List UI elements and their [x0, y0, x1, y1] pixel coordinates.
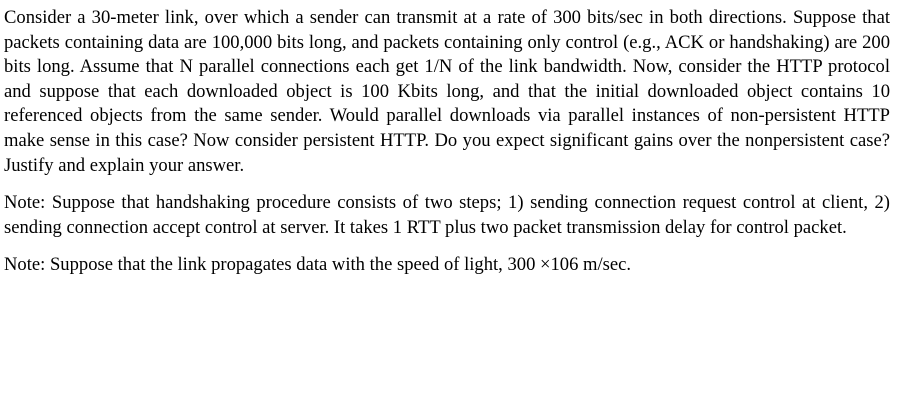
handshake-note: Note: Suppose that handshaking procedure consists of two steps; 1) sending connection request control at client, 2) sending connection accept control at server. It takes 1 RTT plus two packet transmission delay for control packet. [4, 192, 890, 238]
document-body [4, 6, 890, 278]
question-paragraph: Consider a 30-meter link, over which a sender can transmit at a rate of 300 bits/sec in both directions. Suppose that packets containing data are 100,000 bits long, and packets containing only control (e.g., ACK or handshaking) are 200 bits long. Assume that N parallel connections each get 1/N of the link bandwidth. Now, consider the HTTP protocol and suppose that each downloaded object is 100 Kbits long, and that the initial downloaded object contains 10 referenced objects from the same sender. Would parallel downloads via parallel instances of non-persistent HTTP make sense in this case? Now consider persistent HTTP. Do you expect significant gains over the nonpersistent case? Justify and explain your answer. [4, 7, 890, 176]
propagation-note: Note: Suppose that the link propagates data with the speed of light, 300 ×106 m/sec. [4, 254, 632, 276]
